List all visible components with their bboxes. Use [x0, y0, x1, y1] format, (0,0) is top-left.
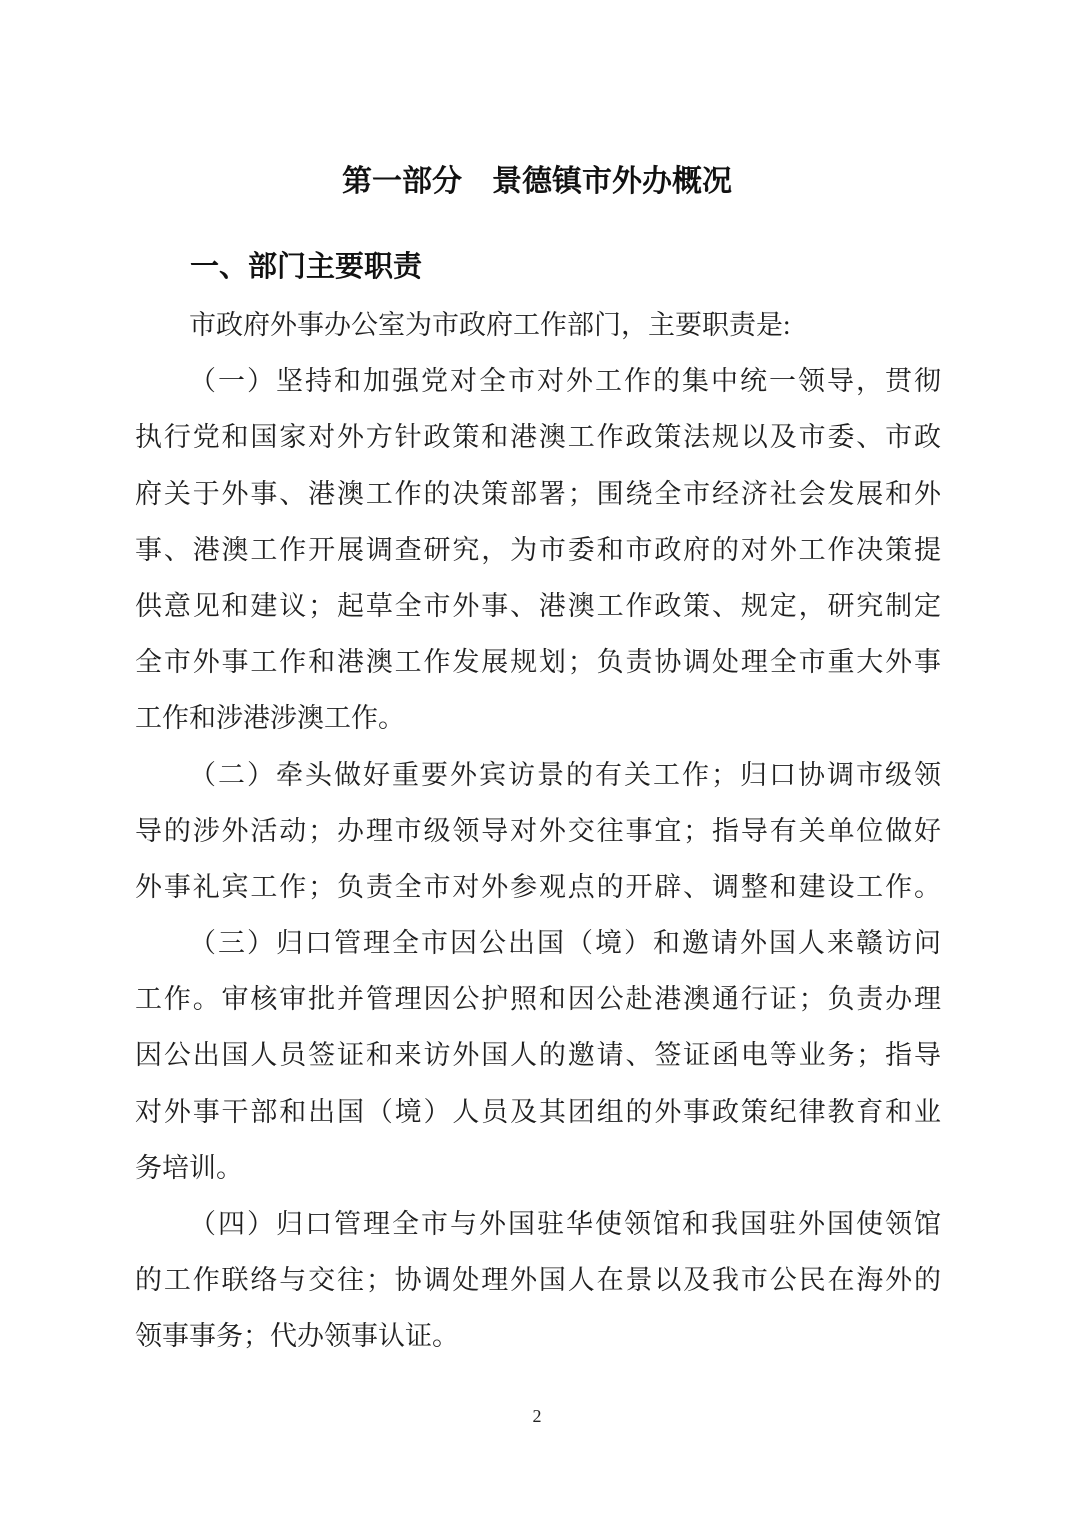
body-line: 工作和涉港涉澳工作。: [135, 703, 405, 734]
body-line: 对外事干部和出国（境）人员及其团组的外事政策纪律教育和业: [135, 1096, 941, 1127]
body-line: 全市外事工作和港澳工作发展规划；负责协调处理全市重大外事: [135, 647, 941, 678]
body-line: 事、港澳工作开展调查研究，为市委和市政府的对外工作决策提: [135, 534, 941, 565]
body-line: 因公出国人员签证和来访外国人的邀请、签证函电等业务；指导: [135, 1040, 941, 1071]
body-line: 供意见和建议；起草全市外事、港澳工作政策、规定，研究制定: [135, 590, 941, 621]
body-line: 的工作联络与交往；协调处理外国人在景以及我市公民在海外的: [135, 1265, 941, 1296]
body-line: 导的涉外活动；办理市级领导对外交往事宜；指导有关单位做好: [135, 815, 941, 846]
body-line: 府关于外事、港澳工作的决策部署；围绕全市经济社会发展和外: [135, 478, 941, 509]
body-line: 领事事务；代办领事认证。: [135, 1321, 459, 1352]
body-line: 工作。审核审批并管理因公护照和因公赴港澳通行证；负责办理: [135, 984, 941, 1015]
page-title: 第一部分 景德镇市外办概况: [342, 165, 732, 198]
body-line: 执行党和国家对外方针政策和港澳工作政策法规以及市委、市政: [135, 422, 941, 453]
body-line: （二）牵头做好重要外宾访景的有关工作；归口协调市级领: [189, 759, 941, 790]
section-heading: 一、部门主要职责: [190, 251, 423, 283]
body-line: （四）归口管理全市与外国驻华使领馆和我国驻外国使领馆: [189, 1209, 941, 1239]
body-line: 外事礼宾工作；负责全市对外参观点的开辟、调整和建设工作。: [135, 871, 941, 902]
body-line: 务培训。: [135, 1152, 243, 1183]
body-text: [135, 297, 941, 1365]
body-line: （三）归口管理全市因公出国（境）和邀请外国人来赣访问: [189, 928, 941, 959]
page-number: 2: [532, 1406, 542, 1426]
body-line: 市政府外事办公室为市政府工作部门，主要职责是:: [189, 310, 791, 340]
body-line: （一）坚持和加强党对全市对外工作的集中统一领导，贯彻: [189, 366, 941, 397]
